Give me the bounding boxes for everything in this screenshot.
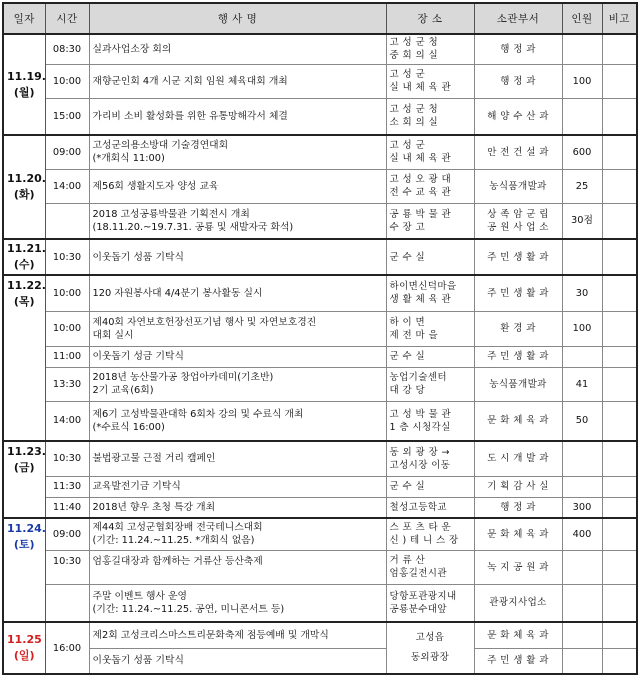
event-text: 이웃돕기 성품 기탁식 — [92, 251, 184, 263]
place-cell — [386, 135, 474, 169]
note-cell — [602, 98, 637, 135]
weekday-text: (월) — [13, 85, 35, 99]
event-text: 불법광고물 근절 거리 캠페인 — [92, 453, 216, 465]
count-cell: 30점 — [562, 203, 602, 239]
date-cell — [3, 34, 45, 135]
event-cell — [89, 497, 386, 518]
event-text: 제40회 자연보호헌장선포기념 행사 및 자연보호경진 — [92, 316, 317, 328]
table-row — [3, 346, 637, 367]
place-line1: 군 수 실 — [389, 481, 426, 492]
note-cell — [602, 203, 637, 239]
count-cell: 100 — [562, 64, 602, 98]
place-cell — [386, 584, 474, 622]
note-cell — [602, 367, 637, 401]
event-subtext: (*수료식 16:00) — [92, 421, 165, 433]
place-cell — [386, 311, 474, 346]
place-cell — [386, 622, 474, 674]
table-row — [3, 98, 637, 135]
date-cell — [3, 518, 45, 622]
count-cell: 600 — [562, 135, 602, 169]
note-cell — [602, 401, 637, 441]
place-cell — [386, 476, 474, 497]
table-row — [3, 622, 637, 648]
place-cell — [386, 34, 474, 64]
time-cell: 10:30 — [45, 441, 89, 476]
dept-cell: 주 민 생 활 과 — [474, 648, 562, 674]
place-line2: 신 ) 테 니 스 장 — [389, 535, 459, 547]
event-cell — [89, 311, 386, 346]
place-cell — [386, 98, 474, 135]
place-line2: 소 회 의 실 — [389, 117, 439, 129]
table-row — [3, 584, 637, 622]
weekday-text: (금) — [13, 461, 35, 474]
place-line2: 고성시장 이동 — [389, 459, 451, 471]
event-subtext: (기간: 11.24.~11.25. *개회식 없음) — [92, 535, 255, 547]
note-cell — [602, 346, 637, 367]
count-cell — [562, 34, 602, 64]
time-cell: 16:00 — [45, 622, 89, 674]
event-cell — [89, 203, 386, 239]
note-cell — [602, 497, 637, 518]
time-cell: 10:30 — [45, 239, 89, 275]
dept-cell: 안 전 건 설 과 — [474, 135, 562, 169]
header-time: 시간 — [45, 3, 89, 34]
dept-cell: 문 화 체 육 과 — [474, 622, 562, 648]
event-cell — [89, 346, 386, 367]
table-row — [3, 203, 637, 239]
event-text: 제2회 고성크리스마스트리문화축제 점등예배 및 개막식 — [92, 629, 329, 641]
event-text: 제44회 고성군협회장배 전국테니스대회 — [92, 522, 263, 534]
place-line1: 거 류 산 — [389, 555, 426, 566]
header-place: 장 소 — [386, 3, 474, 34]
event-text: 실과사업소장 회의 — [92, 43, 172, 55]
place-cell — [386, 239, 474, 275]
time-cell: 14:00 — [45, 401, 89, 441]
place-line1: 고 성 군 청 — [389, 37, 439, 49]
dept-cell: 도 시 개 발 과 — [474, 441, 562, 476]
table-row — [3, 476, 637, 497]
note-cell — [602, 441, 637, 476]
place-cell — [386, 441, 474, 476]
place-cell — [386, 550, 474, 584]
place-line1: 하 이 면 — [389, 316, 426, 328]
event-cell — [89, 622, 386, 648]
time-cell: 09:00 — [45, 518, 89, 550]
event-cell — [89, 367, 386, 401]
count-cell: 25 — [562, 169, 602, 203]
place-line2: 대 강 당 — [389, 385, 426, 396]
count-cell: 100 — [562, 311, 602, 346]
place-line2: 실 내 체 육 관 — [389, 82, 452, 93]
place-cell — [386, 401, 474, 441]
dept-line2: 공 원 사 업 소 — [487, 221, 549, 233]
place-line1: 군 수 실 — [389, 351, 426, 362]
event-subtext: (기간: 11.24.~11.25. 공연, 미니콘서트 등) — [92, 603, 285, 615]
time-cell: 11:30 — [45, 476, 89, 497]
event-text: 2018 고성공룡박물관 기획전시 개최 — [92, 208, 250, 220]
weekday-text: (목) — [13, 295, 35, 308]
event-subtext: (*개회식 11:00) — [92, 153, 165, 165]
count-cell — [562, 476, 602, 497]
time-cell: 11:00 — [45, 346, 89, 367]
dept-cell: 행 정 과 — [474, 64, 562, 98]
count-cell: 300 — [562, 497, 602, 518]
event-cell — [89, 550, 386, 584]
dept-cell: 농식품개발과 — [474, 367, 562, 401]
count-cell — [562, 648, 602, 674]
note-cell — [602, 518, 637, 550]
event-subtext: 2기 교육(6회) — [92, 385, 154, 396]
place-line1: 농업기술센터 — [389, 372, 447, 383]
table-row — [3, 169, 637, 203]
table-row — [3, 367, 637, 401]
time-cell — [45, 584, 89, 622]
dept-cell — [474, 203, 562, 239]
date-text: 11.21. — [7, 242, 46, 255]
event-schedule-table — [2, 2, 638, 675]
note-cell — [602, 239, 637, 275]
event-subtext: (18.11.20.~19.7.31. 공룡 및 새발자국 화석) — [92, 221, 294, 233]
note-cell — [602, 311, 637, 346]
event-cell — [89, 401, 386, 441]
event-text: 제56회 생활지도자 양성 교육 — [92, 180, 219, 192]
note-cell — [602, 622, 637, 648]
event-cell — [89, 98, 386, 135]
header-event: 행 사 명 — [89, 3, 386, 34]
event-text: 2018년 향우 초청 특강 개최 — [92, 501, 216, 513]
event-text: 고성군의용소방대 기술경연대회 — [92, 140, 229, 152]
event-cell — [89, 275, 386, 311]
weekday-text: (수) — [13, 258, 35, 271]
place-line1: 스 포 츠 타 운 — [389, 522, 452, 534]
note-cell — [602, 135, 637, 169]
count-cell — [562, 550, 602, 584]
note-cell — [602, 648, 637, 674]
date-text: 11.20. — [7, 172, 46, 185]
place-cell — [386, 64, 474, 98]
place-line1: 고 성 박 물 관 — [389, 408, 452, 420]
date-cell — [3, 239, 45, 275]
date-cell — [3, 135, 45, 239]
place-cell — [386, 169, 474, 203]
place-line1: 동 외 광 장 → — [389, 446, 450, 458]
place-line1: 고 성 군 — [389, 140, 426, 152]
place-line2: 공룡분수대앞 — [389, 603, 447, 615]
header-count: 인원 — [562, 3, 602, 34]
dept-cell: 행 정 과 — [474, 34, 562, 64]
place-line1: 고 성 군 — [389, 69, 426, 80]
table-row — [3, 648, 637, 674]
header-note: 비고 — [602, 3, 637, 34]
date-text: 11.22. — [7, 279, 46, 292]
time-cell: 08:30 — [45, 34, 89, 64]
header-row — [3, 3, 637, 34]
event-text: 이웃돕기 성금 기탁식 — [92, 351, 184, 362]
note-cell — [602, 34, 637, 64]
event-cell — [89, 584, 386, 622]
date-text: 11.25 — [7, 633, 42, 646]
weekday-text: (일) — [13, 649, 35, 662]
note-cell — [602, 169, 637, 203]
place-line2: 생 활 체 육 관 — [389, 294, 452, 306]
note-cell — [602, 550, 637, 584]
note-cell — [602, 275, 637, 311]
event-text: 교육발전기금 기탁식 — [92, 481, 181, 492]
date-cell — [3, 275, 45, 441]
place-cell — [386, 203, 474, 239]
event-cell — [89, 441, 386, 476]
place-cell — [386, 367, 474, 401]
event-text: 제6기 고성박물관대학 6회차 강의 및 수료식 개최 — [92, 408, 304, 420]
table-row — [3, 401, 637, 441]
table-row — [3, 275, 637, 311]
place-line1: 하이면신덕마을 — [389, 281, 457, 293]
event-cell — [89, 648, 386, 674]
date-cell — [3, 441, 45, 518]
date-text: 11.23. — [7, 445, 46, 458]
place-line2: 중 회 의 실 — [389, 50, 439, 62]
place-line2: 실 내 체 육 관 — [389, 153, 452, 165]
event-cell — [89, 64, 386, 98]
place-line1: 고성읍 — [415, 632, 445, 643]
table-row — [3, 518, 637, 550]
table-row — [3, 135, 637, 169]
time-cell: 10:00 — [45, 275, 89, 311]
dept-cell: 관광지사업소 — [474, 584, 562, 622]
count-cell — [562, 584, 602, 622]
time-cell: 10:00 — [45, 64, 89, 98]
place-cell — [386, 518, 474, 550]
date-text: 11.19. — [7, 69, 46, 83]
place-line1: 공 룡 박 물 관 — [389, 208, 452, 220]
dept-cell: 문 화 체 육 과 — [474, 401, 562, 441]
place-line1: 당항포관광지내 — [389, 590, 457, 602]
place-line2: 전 수 교 육 관 — [389, 187, 452, 198]
event-subtext: 대회 실시 — [92, 329, 134, 341]
count-cell — [562, 346, 602, 367]
count-cell: 30 — [562, 275, 602, 311]
place-cell — [386, 346, 474, 367]
time-cell: 10:30 — [45, 550, 89, 584]
dept-cell: 해 양 수 산 과 — [474, 98, 562, 135]
table-row — [3, 239, 637, 275]
event-cell — [89, 476, 386, 497]
place-line2: 동외광장 — [410, 652, 450, 663]
count-cell — [562, 239, 602, 275]
table-row — [3, 311, 637, 346]
place-line1: 고 성 오 광 대 — [389, 174, 452, 185]
event-text: 2018년 농산물가공 창업아카데미(기초반) — [92, 372, 274, 383]
event-text: 120 자원봉사대 4/4분기 봉사활동 실시 — [92, 287, 263, 299]
count-cell — [562, 622, 602, 648]
count-cell — [562, 98, 602, 135]
event-cell — [89, 135, 386, 169]
event-cell — [89, 518, 386, 550]
place-line1: 군 수 실 — [389, 251, 426, 263]
dept-cell: 문 화 체 육 과 — [474, 518, 562, 550]
time-cell: 10:00 — [45, 311, 89, 346]
event-text: 가리비 소비 활성화를 위한 유통망해각서 체결 — [92, 110, 288, 122]
time-cell: 11:40 — [45, 497, 89, 518]
weekday-text: (토) — [13, 538, 35, 551]
count-cell: 41 — [562, 367, 602, 401]
place-line1: 철성고등학교 — [389, 501, 447, 513]
event-text: 재향군인회 4개 시군 지회 임원 체육대회 개최 — [92, 75, 288, 87]
table-row — [3, 34, 637, 64]
event-cell — [89, 169, 386, 203]
time-cell: 09:00 — [45, 135, 89, 169]
time-cell — [45, 203, 89, 239]
event-text: 엄홍길대장과 함께하는 거류산 등산축제 — [92, 555, 263, 567]
note-cell — [602, 584, 637, 622]
event-text: 주말 이벤트 행사 운영 — [92, 590, 188, 602]
place-line2: 제 전 마 을 — [389, 329, 439, 341]
date-text: 11.24. — [7, 522, 46, 535]
time-cell: 15:00 — [45, 98, 89, 135]
dept-cell: 행 정 과 — [474, 497, 562, 518]
header-date: 일자 — [3, 3, 45, 34]
count-cell — [562, 441, 602, 476]
place-line2: 엄홍길전시관 — [389, 568, 447, 579]
dept-cell: 환 경 과 — [474, 311, 562, 346]
dept-cell: 주 민 생 활 과 — [474, 275, 562, 311]
event-text: 이웃돕기 성품 기탁식 — [92, 655, 184, 667]
time-cell: 14:00 — [45, 169, 89, 203]
count-cell: 50 — [562, 401, 602, 441]
dept-cell: 기 획 감 사 실 — [474, 476, 562, 497]
weekday-text: (화) — [13, 188, 35, 201]
note-cell — [602, 64, 637, 98]
date-cell — [3, 622, 45, 674]
dept-cell: 주 민 생 활 과 — [474, 346, 562, 367]
dept-line1: 상 족 암 군 립 — [487, 208, 549, 220]
dept-cell: 주 민 생 활 과 — [474, 239, 562, 275]
place-line1: 고 성 군 청 — [389, 104, 439, 116]
place-cell — [386, 497, 474, 518]
table-row — [3, 441, 637, 476]
time-cell: 13:30 — [45, 367, 89, 401]
event-cell — [89, 239, 386, 275]
note-cell — [602, 476, 637, 497]
table-row — [3, 64, 637, 98]
event-cell — [89, 34, 386, 64]
place-line2: 수 장 고 — [389, 221, 426, 233]
table-row — [3, 550, 637, 584]
dept-cell: 농식품개발과 — [474, 169, 562, 203]
dept-cell: 녹 지 공 원 과 — [474, 550, 562, 584]
place-line2: 1 층 시청각실 — [389, 421, 451, 433]
table-row — [3, 497, 637, 518]
place-cell — [386, 275, 474, 311]
header-dept: 소관부서 — [474, 3, 562, 34]
count-cell: 400 — [562, 518, 602, 550]
